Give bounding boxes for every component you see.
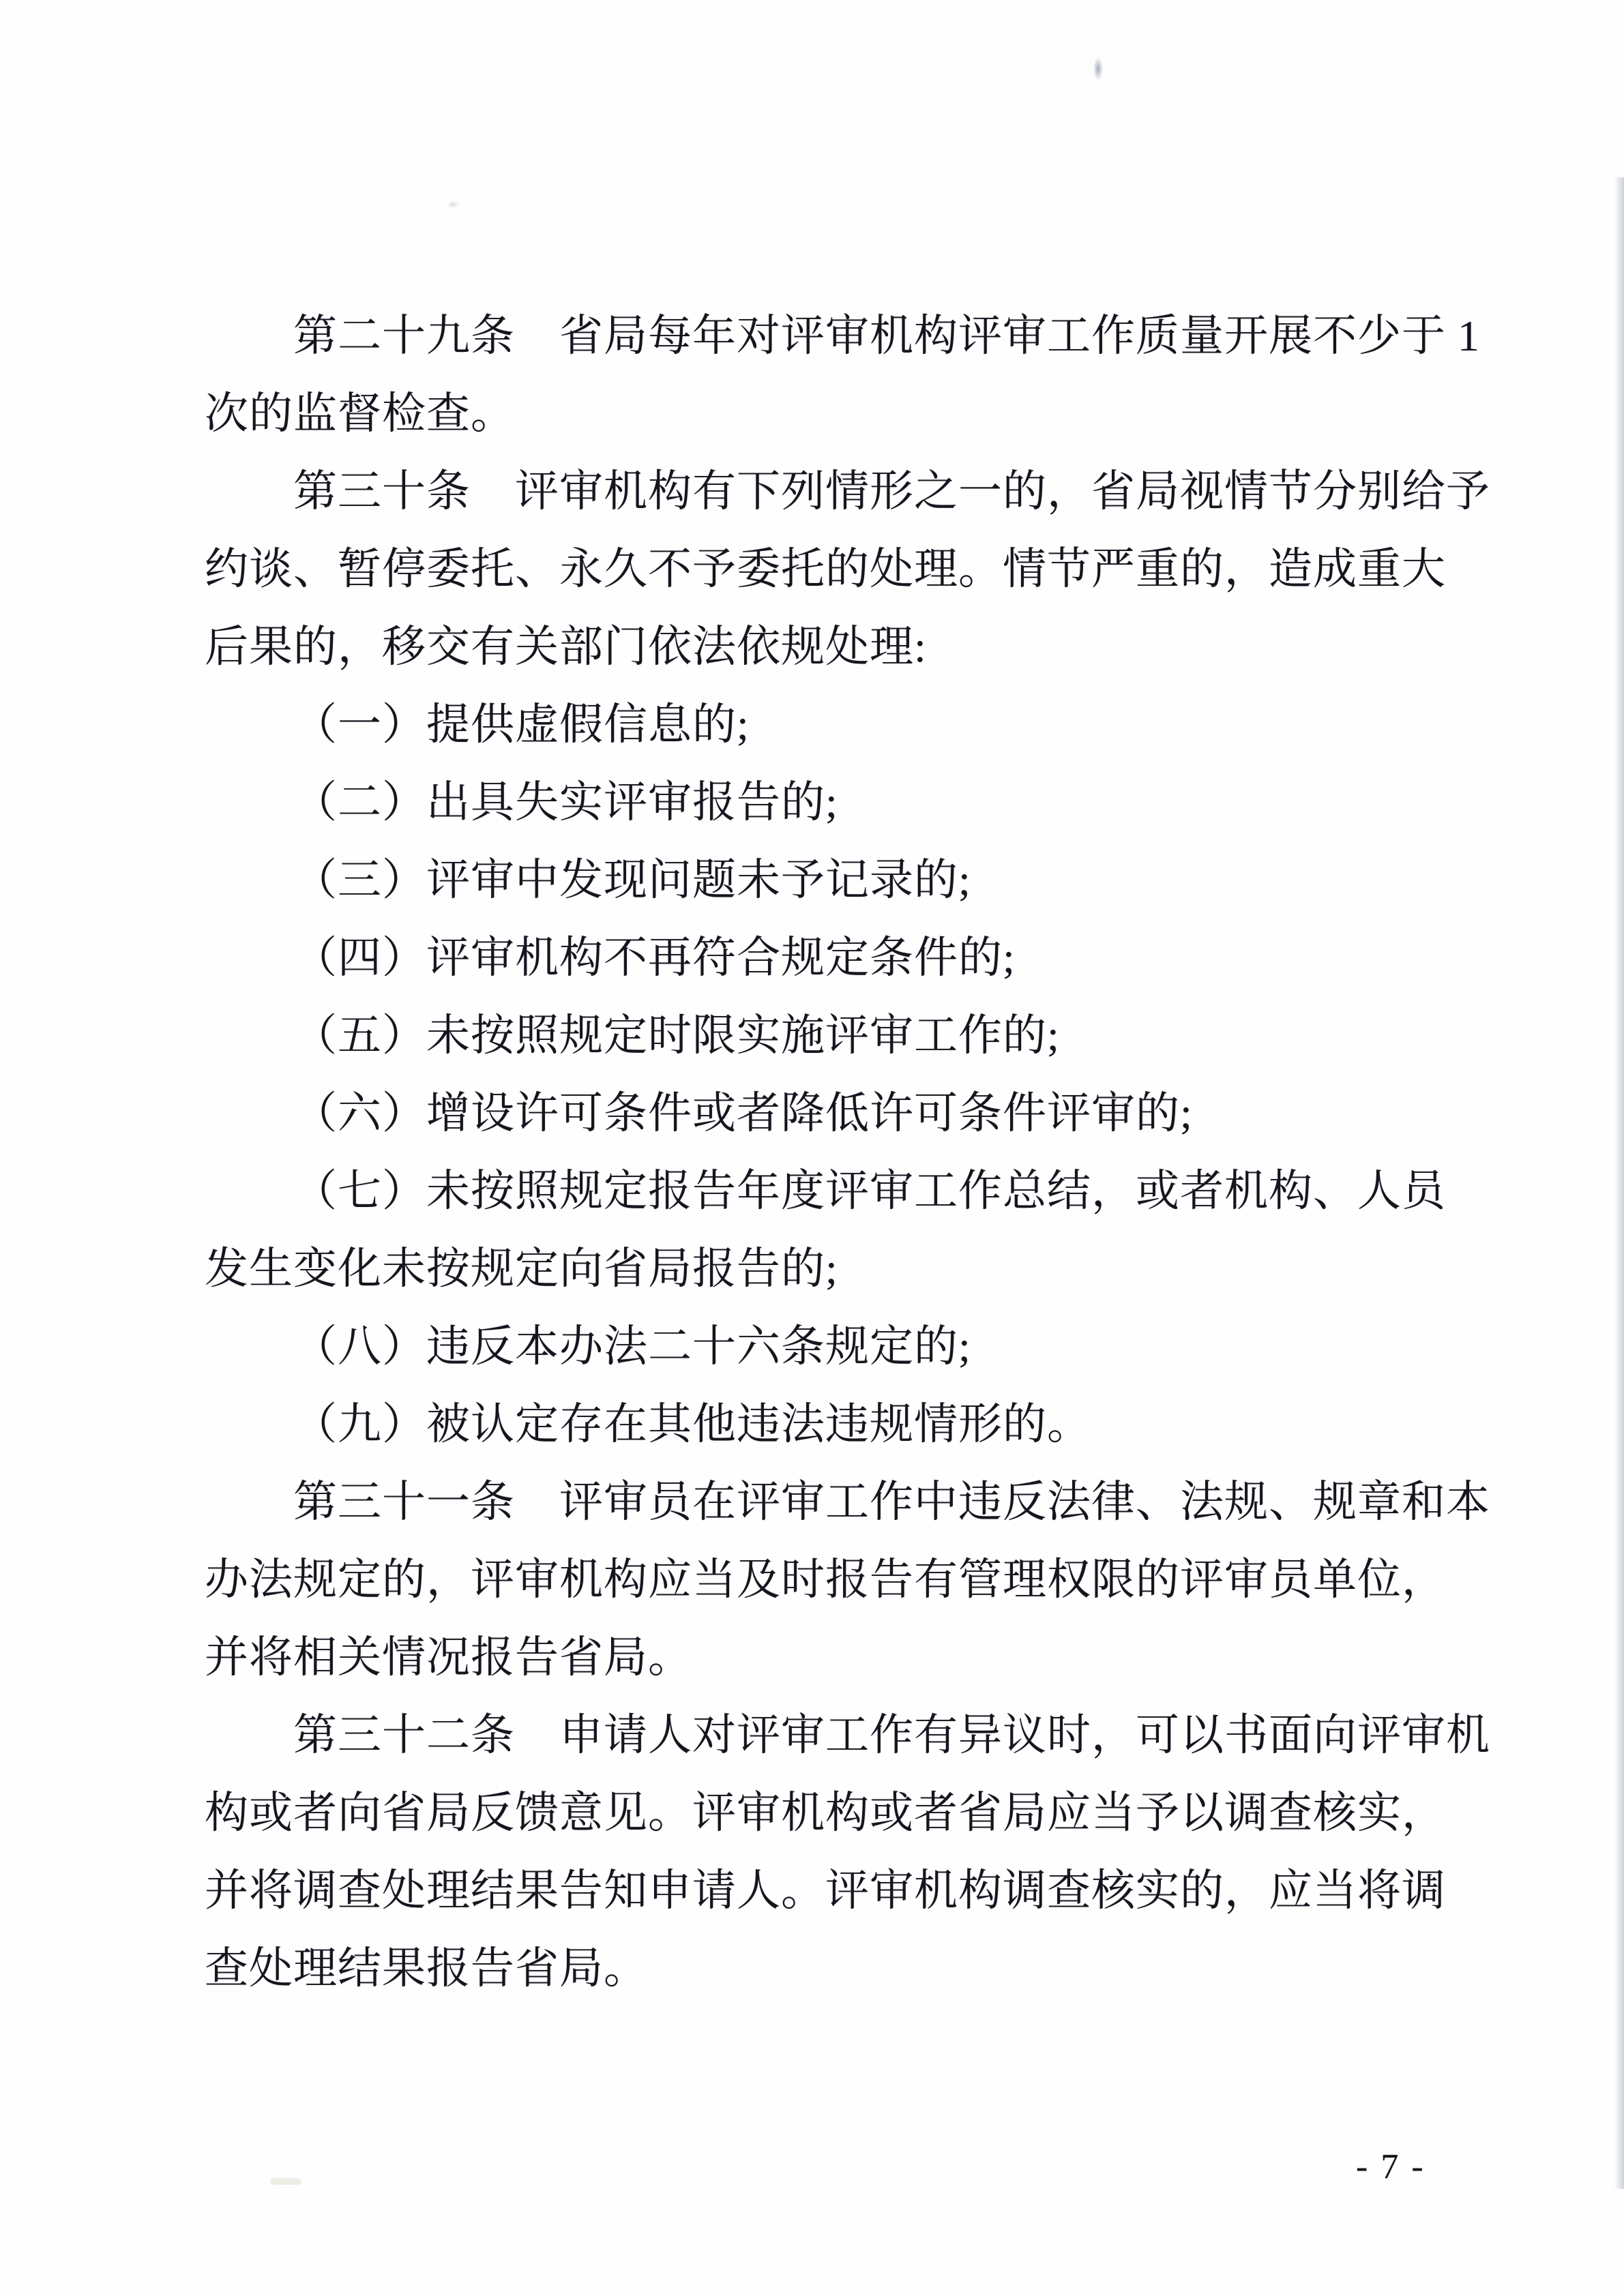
text-line: （七）未按照规定报告年度评审工作总结，或者机构、人员 [293, 1167, 1446, 1215]
text-line: 第三十二条 申请人对评审工作有异议时，可以书面向评审机 [293, 1711, 1490, 1759]
text-line: 并将相关情况报告省局。 [205, 1633, 692, 1682]
text-line: （九）被认定存在其他违法违规情形的。 [293, 1400, 1091, 1448]
text-line: 次的监督检查。 [205, 389, 515, 438]
text-line: 并将调查处理结果告知申请人。评审机构调查核实的，应当将调 [205, 1866, 1446, 1915]
text-line: （五）未按照规定时限实施评审工作的; [293, 1011, 1060, 1060]
text-line: （二）出具失实评审报告的; [293, 778, 838, 826]
scan-speck [447, 200, 459, 209]
text-line: 发生变化未按规定向省局报告的; [205, 1244, 838, 1293]
text-line: （三）评审中发现问题未予记录的; [293, 856, 971, 904]
text-line: （八）违反本办法二十六条规定的; [293, 1322, 971, 1371]
text-line: 第三十条 评审机构有下列情形之一的，省局视情节分别给予 [293, 467, 1490, 516]
scan-speck [1093, 57, 1103, 80]
scan-edge-shadow [1614, 177, 1624, 2189]
text-line: （四）评审机构不再符合规定条件的; [293, 934, 1016, 982]
document-body [205, 297, 1490, 2008]
text-line: 后果的，移交有关部门依法依规处理: [205, 623, 927, 671]
text-line: 约谈、暂停委托、永久不予委托的处理。情节严重的，造成重大 [205, 545, 1446, 593]
text-line: 构或者向省局反馈意见。评审机构或者省局应当予以调查核实， [205, 1789, 1446, 1837]
text-line: （一）提供虚假信息的; [293, 700, 750, 749]
text-line: 第二十九条 省局每年对评审机构评审工作质量开展不少于 1 [293, 312, 1480, 360]
text-line: 办法规定的，评审机构应当及时报告有管理权限的评审员单位， [205, 1555, 1446, 1604]
page-number: - 7 - [1356, 2147, 1426, 2186]
scan-speck [270, 2178, 301, 2185]
text-line: （六）增设许可条件或者降低许可条件评审的; [293, 1089, 1193, 1137]
text-line: 查处理结果报告省局。 [205, 1944, 648, 1993]
text-line: 第三十一条 评审员在评审工作中违反法律、法规、规章和本 [293, 1478, 1490, 1526]
